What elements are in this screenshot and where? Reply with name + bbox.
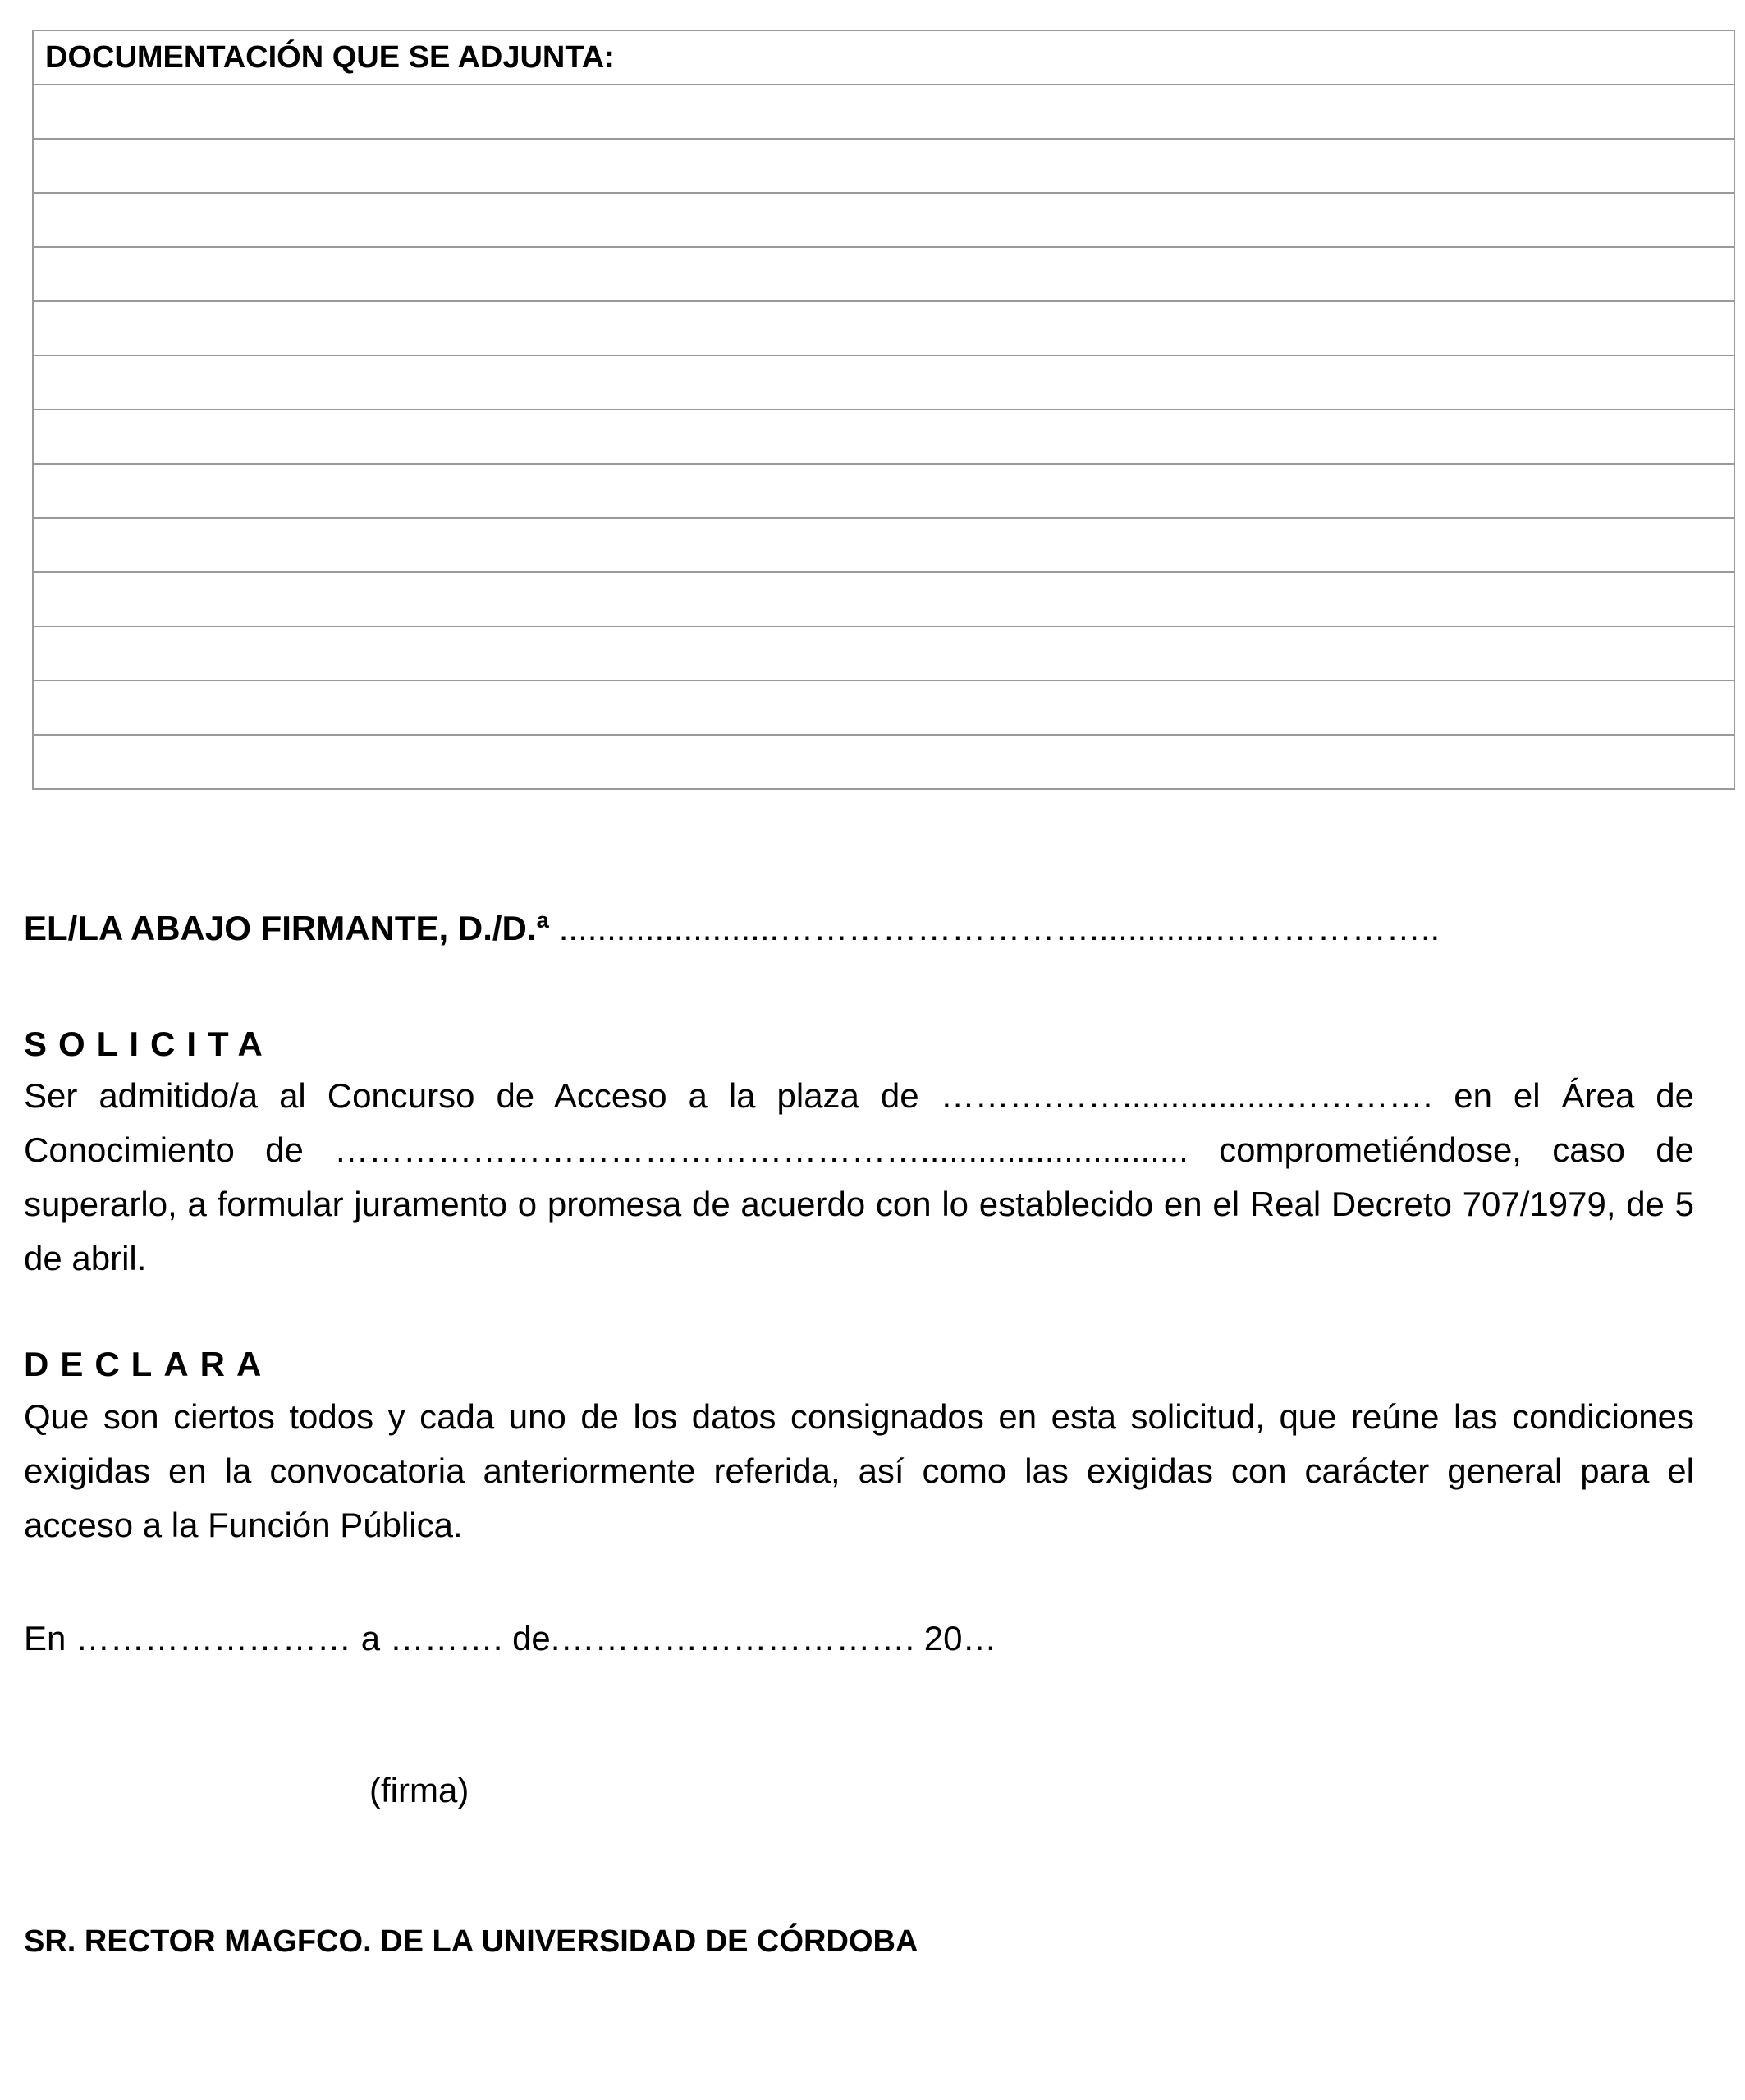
documentation-row-8[interactable]: [33, 464, 1734, 518]
documentation-row-1[interactable]: [33, 85, 1734, 139]
signer-line: [24, 909, 1440, 948]
solicita-paragraph: Ser admitido/a al Concurso de Acceso a la plaza de ……….…….................…………. en el Área de Conocimiento de ……………………………………………............................ comprometiéndose, caso de superarlo, a formular juramento o promesa de acuerdo con lo establecido en el Real Decreto 707/1979, de 5 de abril.: [24, 1076, 1694, 1277]
documentation-row-11[interactable]: [33, 626, 1734, 681]
documentation-row-6[interactable]: [33, 355, 1734, 410]
signature-label: (firma): [369, 1771, 469, 1809]
documentation-table: [32, 30, 1735, 790]
documentation-row-2[interactable]: [33, 139, 1734, 193]
documentation-row-5[interactable]: [33, 301, 1734, 355]
addressee: SR. RECTOR MAGFCO. DE LA UNIVERSIDAD DE CÓRDOBA: [24, 1924, 918, 1959]
declara-paragraph: Que son ciertos todos y cada uno de los datos consignados en esta solicitud, que reúne las condiciones exigidas en la convocatoria anteriormente referida, así como las exigidas con carácter general para el acceso a la Función Pública.: [24, 1397, 1694, 1544]
solicita-heading: SOLICITA: [24, 1025, 274, 1063]
signer-label: EL/LA ABAJO FIRMANTE, D./D.ª: [24, 909, 550, 947]
documentation-row-7[interactable]: [33, 410, 1734, 464]
documentation-row-4[interactable]: [33, 247, 1734, 301]
declara-heading: DECLARA: [24, 1345, 273, 1383]
documentation-row-9[interactable]: [33, 518, 1734, 572]
documentation-row-10[interactable]: [33, 572, 1734, 626]
documentation-row-13[interactable]: [33, 735, 1734, 789]
signer-name-field[interactable]: .......................……………………….............………………..: [558, 909, 1440, 947]
date-place-line[interactable]: En …………………… a ………. de.…………………………. 20…: [24, 1619, 997, 1658]
documentation-table-header: DOCUMENTACIÓN QUE SE ADJUNTA:: [33, 30, 1734, 85]
documentation-row-3[interactable]: [33, 193, 1734, 247]
documentation-row-12[interactable]: [33, 681, 1734, 735]
